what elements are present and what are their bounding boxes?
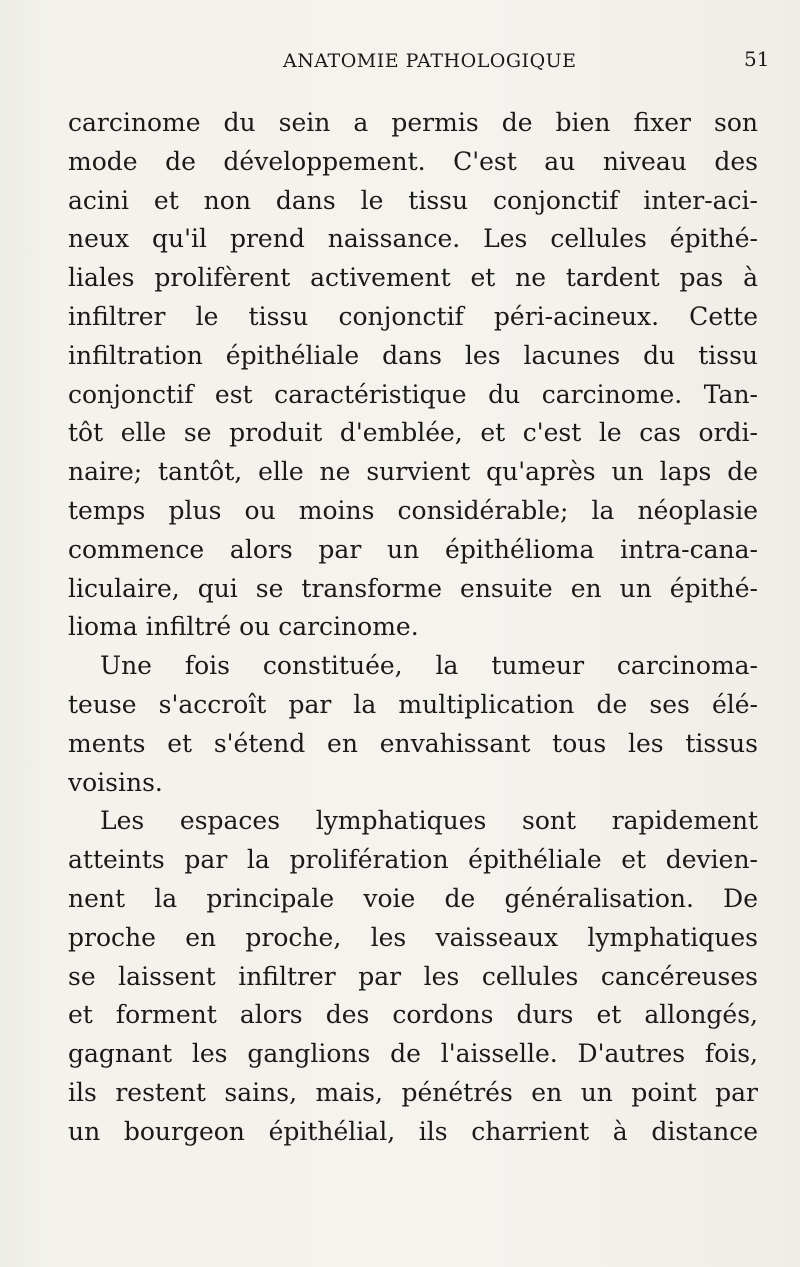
text-line: acini et non dans le tissu conjonctif inter-aci- [68, 185, 758, 215]
text-line: conjonctif est caractéristique du carcinome. Tan- [68, 379, 758, 409]
text-line: atteints par la prolifération épithéliale et devien- [68, 845, 758, 875]
text-line: infiltration épithéliale dans les lacunes du tissu [68, 340, 758, 370]
text-line: neux qu'il prend naissance. Les cellules épithé- [68, 224, 758, 254]
text-line: mode de développement. C'est au niveau des [68, 146, 758, 176]
text-line: gagnant les ganglions de l'aisselle. D'autres fois, [68, 1039, 758, 1069]
text-line: liculaire, qui se transforme ensuite en un épithé- [68, 573, 758, 603]
text-line: teuse s'accroît par la multiplication de ses élé- [68, 689, 758, 719]
text-line: Les espaces lymphatiques sont rapidement [100, 806, 758, 836]
text-line: ils restent sains, mais, pénétrés en un point par [68, 1077, 758, 1107]
text-line: liales prolifèrent activement et ne tardent pas à [68, 263, 758, 293]
text-line: infiltrer le tissu conjonctif péri-acineux. Cette [68, 301, 758, 331]
text-line: Une fois constituée, la tumeur carcinoma- [100, 651, 758, 681]
text-line: voisins. [68, 767, 163, 797]
text-line: un bourgeon épithélial, ils charrient à distance [68, 1116, 758, 1146]
text-line: lioma infiltré ou carcinome. [68, 612, 419, 642]
text-line: et forment alors des cordons durs et allongés, [68, 1000, 758, 1030]
text-line: ments et s'étend en envahissant tous les tissus [68, 728, 758, 758]
text-line: carcinome du sein a permis de bien fixer son [68, 108, 758, 137]
text-line: proche en proche, les vaisseaux lymphatiques [68, 922, 758, 952]
running-head-title: ANATOMIE PATHOLOGIQUE [283, 50, 577, 72]
text-line: commence alors par un épithélioma intra-cana- [68, 534, 758, 564]
text-line: temps plus ou moins considérable; la néoplasie [68, 495, 758, 525]
text-line: tôt elle se produit d'emblée, et c'est le cas ordi- [68, 418, 758, 448]
text-line: naire; tantôt, elle ne survient qu'après un laps de [68, 457, 758, 487]
running-head [0, 47, 800, 80]
text-line: nent la principale voie de généralisation. De [68, 883, 758, 913]
page-number: 51 [744, 47, 770, 71]
text-line: se laissent infiltrer par les cellules cancéreuses [68, 961, 758, 991]
body-text [68, 104, 758, 1152]
